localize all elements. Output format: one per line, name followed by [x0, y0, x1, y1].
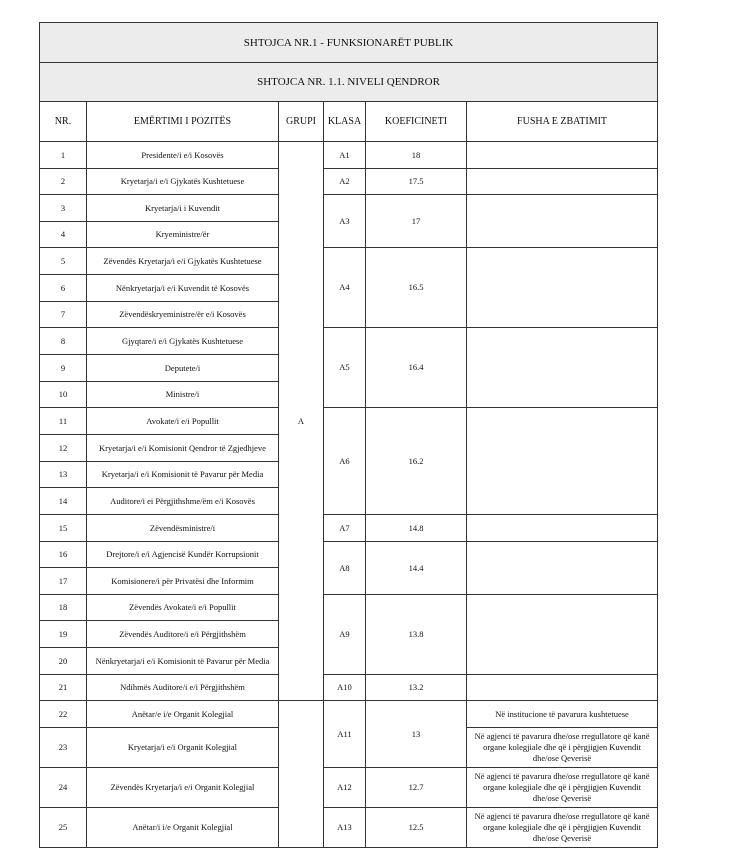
- koeficineti-cell: 16.5: [366, 248, 467, 328]
- koeficineti-cell: 17: [366, 195, 467, 248]
- klasa-cell: A12: [324, 768, 366, 808]
- position-title: Presidente/i e/i Kosovës: [87, 142, 279, 169]
- header-klasa: KLASA: [324, 102, 366, 142]
- fusha-cell: Në agjenci të pavarura dhe/ose rregullatore që kanë organe kolegjiale dhe që i përgjigjen Kuvendit dhe/ose Qeverisë: [467, 768, 658, 808]
- position-title: Kryetarja/i e/i Komisionit të Pavarur për Media: [87, 462, 279, 488]
- koeficineti-cell: 16.4: [366, 328, 467, 408]
- header-fusha: FUSHA E ZBATIMIT: [467, 102, 658, 142]
- position-title: Auditore/i ei Përgjithshme/ëm e/i Kosovës: [87, 488, 279, 515]
- row-number: 24: [40, 768, 87, 808]
- position-title: Zëvendës Kryetarja/i e/i Gjykatës Kushtetuese: [87, 248, 279, 275]
- header-emertimi: EMËRTIMI I POZITËS: [87, 102, 279, 142]
- fusha-cell: [467, 542, 658, 595]
- klasa-cell: A1: [324, 142, 366, 169]
- position-title: Zëvendëskryeministre/ër e/i Kosovës: [87, 302, 279, 328]
- row-number: 12: [40, 435, 87, 462]
- position-title: Zëvendës Avokate/i e/i Popullit: [87, 595, 279, 621]
- row-number: 17: [40, 568, 87, 595]
- row-number: 15: [40, 515, 87, 542]
- row-number: 3: [40, 195, 87, 222]
- position-title: Ndihmës Auditore/i e/i Përgjithshëm: [87, 675, 279, 701]
- row-number: 5: [40, 248, 87, 275]
- row-number: 11: [40, 408, 87, 435]
- koeficineti-cell: 12.7: [366, 768, 467, 808]
- fusha-cell: [467, 595, 658, 675]
- row-number: 4: [40, 222, 87, 248]
- fusha-cell: [467, 195, 658, 248]
- position-title: Zëvendës Kryetarja/i e/i Organit Kolegjial: [87, 768, 279, 808]
- fusha-cell: [467, 169, 658, 195]
- row-number: 19: [40, 621, 87, 648]
- row-number: 9: [40, 355, 87, 382]
- row-number: 21: [40, 675, 87, 701]
- row-number: 16: [40, 542, 87, 568]
- klasa-cell: A9: [324, 595, 366, 675]
- position-title: Komisionere/i për Privatësi dhe Informim: [87, 568, 279, 595]
- koeficineti-cell: 13: [366, 701, 467, 768]
- position-title: Deputete/i: [87, 355, 279, 382]
- klasa-cell: A4: [324, 248, 366, 328]
- klasa-cell: A5: [324, 328, 366, 408]
- position-title: Anëtar/e i/e Organit Kolegjial: [87, 701, 279, 728]
- position-title: Kryetarja/i e/i Komisionit Qendror të Zgjedhjeve: [87, 435, 279, 462]
- koeficineti-cell: 13.8: [366, 595, 467, 675]
- position-title: Kryeministre/ër: [87, 222, 279, 248]
- row-number: 6: [40, 275, 87, 302]
- row-number: 13: [40, 462, 87, 488]
- koeficineti-cell: 14.8: [366, 515, 467, 542]
- position-title: Zëvendësministre/i: [87, 515, 279, 542]
- fusha-cell: [467, 142, 658, 169]
- sub-title: SHTOJCA NR. 1.1. NIVELI QENDROR: [40, 63, 658, 102]
- position-title: Nënkryetarja/i e/i Kuvendit të Kosovës: [87, 275, 279, 302]
- klasa-cell: A7: [324, 515, 366, 542]
- koeficineti-cell: 13.2: [366, 675, 467, 701]
- fusha-cell: [467, 248, 658, 328]
- klasa-cell: A2: [324, 169, 366, 195]
- koeficineti-cell: 16.2: [366, 408, 467, 515]
- klasa-cell: A11: [324, 701, 366, 768]
- row-number: 1: [40, 142, 87, 169]
- position-title: Avokate/i e/i Popullit: [87, 408, 279, 435]
- klasa-cell: A10: [324, 675, 366, 701]
- row-number: 10: [40, 382, 87, 408]
- position-title: Ministre/i: [87, 382, 279, 408]
- fusha-cell: Në agjenci të pavarura dhe/ose rregullatore që kanë organe kolegjiale dhe që i përgjigjen Kuvendit dhe/ose Qeverisë: [467, 808, 658, 848]
- position-title: Kryetarja/i e/i Organit Kolegjial: [87, 728, 279, 768]
- position-title: Gjyqtare/i e/i Gjykatës Kushtetuese: [87, 328, 279, 355]
- fusha-cell: [467, 515, 658, 542]
- position-title: Nënkryetarja/i e/i Komisionit të Pavarur për Media: [87, 648, 279, 675]
- position-title: Anëtar/i i/e Organit Kolegjial: [87, 808, 279, 848]
- position-title: Zëvendës Auditore/i e/i Përgjithshëm: [87, 621, 279, 648]
- koeficineti-cell: 17.5: [366, 169, 467, 195]
- position-title: Drejtore/i e/i Agjencisë Kundër Korrupsionit: [87, 542, 279, 568]
- row-number: 8: [40, 328, 87, 355]
- header-nr: NR.: [40, 102, 87, 142]
- klasa-cell: A8: [324, 542, 366, 595]
- position-title: Kryetarja/i i Kuvendit: [87, 195, 279, 222]
- header-grupi: GRUPI: [279, 102, 324, 142]
- main-title: SHTOJCA NR.1 - FUNKSIONARËT PUBLIK: [40, 23, 658, 63]
- row-number: 20: [40, 648, 87, 675]
- koeficineti-cell: 12.5: [366, 808, 467, 848]
- position-title: Kryetarja/i e/i Gjykatës Kushtetuese: [87, 169, 279, 195]
- row-number: 2: [40, 169, 87, 195]
- fusha-cell: [467, 675, 658, 701]
- row-number: 22: [40, 701, 87, 728]
- grupi-cell-empty: [279, 701, 324, 848]
- row-number: 14: [40, 488, 87, 515]
- klasa-cell: A13: [324, 808, 366, 848]
- fusha-cell: Në agjenci të pavarura dhe/ose rregullatore që kanë organe kolegjiale dhe që i përgjigjen Kuvendit dhe/ose Qeverisë: [467, 728, 658, 768]
- positions-table: [39, 22, 658, 848]
- grupi-cell: A: [279, 142, 324, 701]
- header-koeficineti: KOEFICINETI: [366, 102, 467, 142]
- row-number: 18: [40, 595, 87, 621]
- row-number: 7: [40, 302, 87, 328]
- klasa-cell: A3: [324, 195, 366, 248]
- klasa-cell: A6: [324, 408, 366, 515]
- koeficineti-cell: 18: [366, 142, 467, 169]
- fusha-cell: Në institucione të pavarura kushtetuese: [467, 701, 658, 728]
- fusha-cell: [467, 408, 658, 515]
- row-number: 23: [40, 728, 87, 768]
- fusha-cell: [467, 328, 658, 408]
- koeficineti-cell: 14.4: [366, 542, 467, 595]
- row-number: 25: [40, 808, 87, 848]
